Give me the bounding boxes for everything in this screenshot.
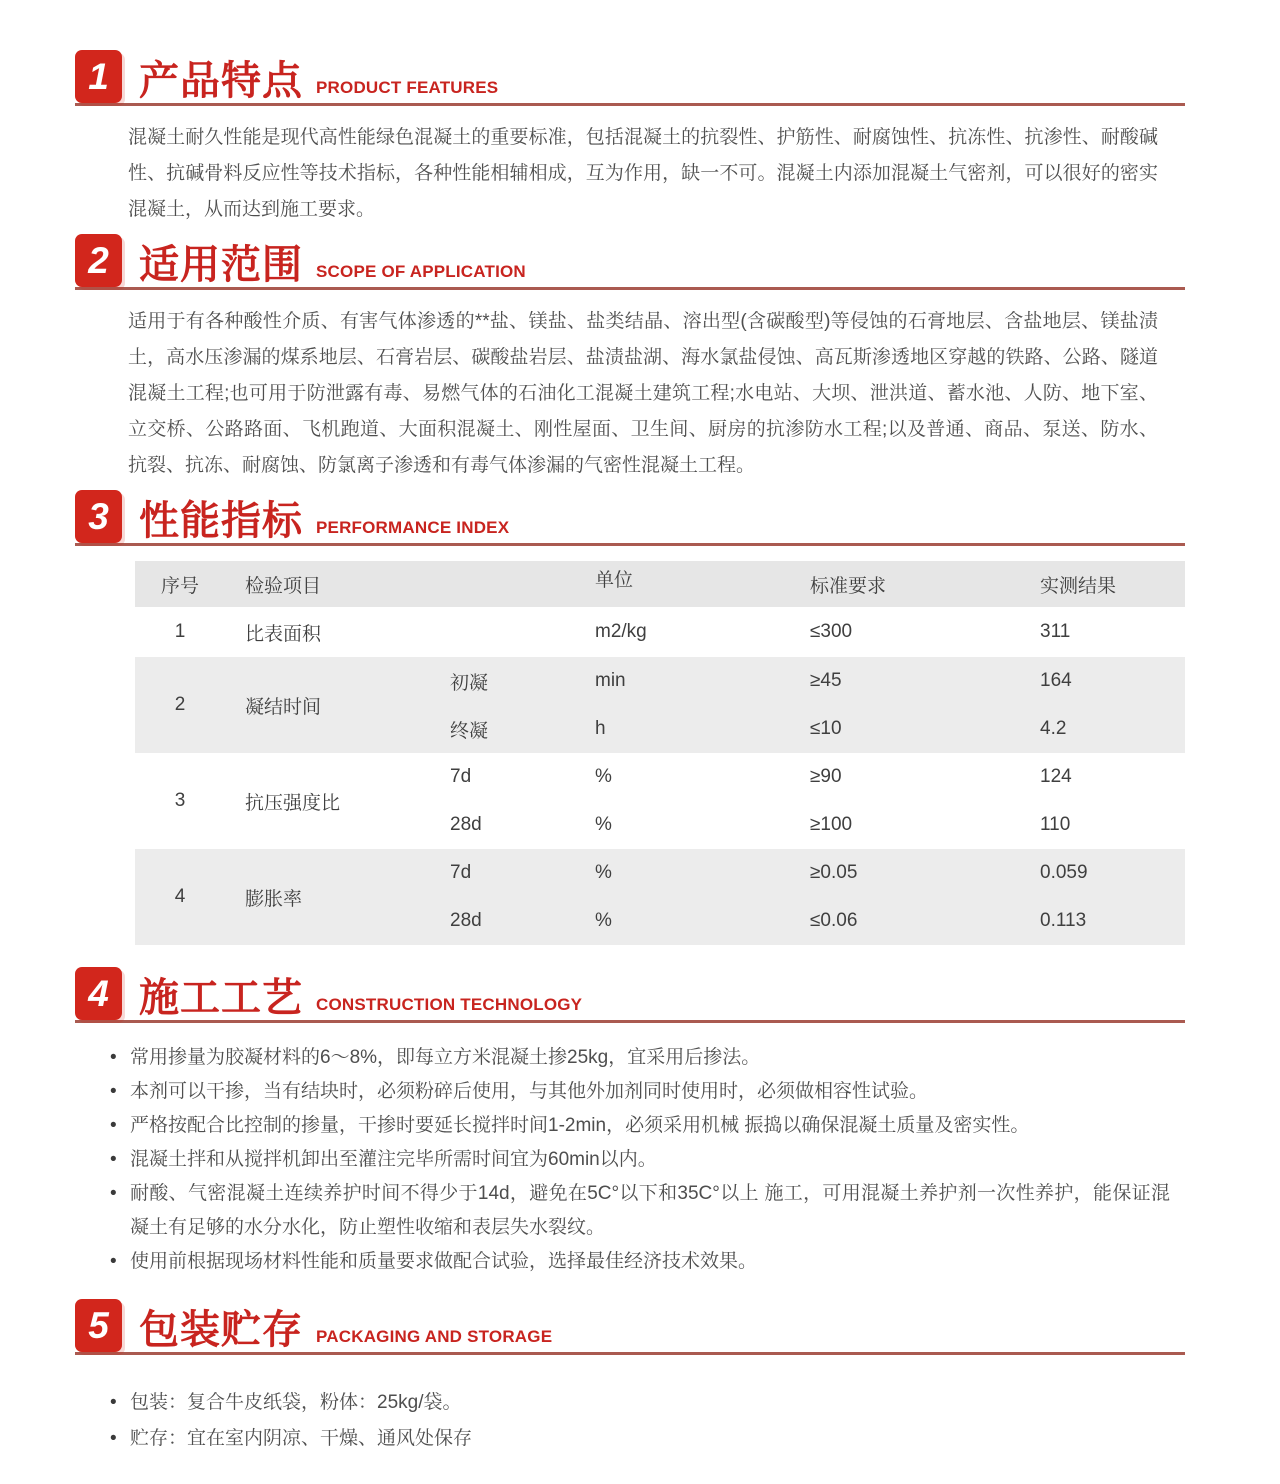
- cell-unit: h: [595, 718, 606, 739]
- cell-standard: ≤0.06: [810, 910, 858, 931]
- construction-bullet-list: [110, 1041, 1170, 1279]
- section-2-title-en: SCOPE OF APPLICATION: [316, 262, 526, 281]
- cell-no: 4: [135, 849, 225, 945]
- section-number: 4: [88, 972, 109, 1014]
- cell-sub: 初凝: [450, 672, 489, 694]
- section-1-title-en: PRODUCT FEATURES: [316, 78, 499, 97]
- cell-no: 2: [135, 657, 225, 753]
- cell-standard: ≥45: [810, 670, 842, 691]
- section-1-header: [75, 50, 1185, 106]
- cell-item: 抗压强度比: [225, 753, 420, 849]
- cell-item: 膨胀率: [225, 849, 420, 945]
- cell-result: 0.113: [1040, 910, 1087, 931]
- section-2-number-badge: [75, 234, 122, 287]
- section-2-header: [75, 234, 1185, 290]
- section-1-number-badge: [75, 50, 122, 103]
- cell-unit: %: [595, 862, 612, 883]
- section-product-features: [75, 50, 1185, 228]
- scope-paragraph: 适用于有各种酸性介质、有害气体渗透的**盐、镁盐、盐类结晶、溶出型(含碳酸型)等侵蚀的石膏地层、含盐地层、镁盐渍土，高水压渗漏的煤系地层、石膏岩层、碳酸盐岩层、盐渍盐湖、海水氯盐侵蚀、高瓦斯渗透地区穿越的铁路、公路、隧道混凝土工程;也可用于防泄露有毒、易燃气体的石油化工混凝土建筑工程;水电站、大坝、泄洪道、蓄水池、人防、地下室、立交桥、公路路面、飞机跑道、大面积混凝土、刚性屋面、卫生间、厨房的抗渗防水工程;以及普通、商品、泵送、防水、抗裂、抗冻、耐腐蚀、防氯离子渗透和有毒气体渗漏的气密性混凝土工程。: [128, 311, 1158, 476]
- col-header-result: 实测结果: [1040, 575, 1117, 597]
- table-row: [135, 753, 1185, 801]
- list-item: • 混凝土拌和从搅拌机卸出至灌注完毕所需时间宜为60min以内。: [110, 1143, 1170, 1177]
- table-row: [135, 607, 1185, 657]
- cell-item: 凝结时间: [225, 657, 420, 753]
- list-item: • 贮存：宜在室内阴凉、干燥、通风处保存: [110, 1421, 1170, 1457]
- cell-result: 4.2: [1040, 718, 1067, 739]
- list-item: • 使用前根据现场材料性能和质量要求做配合试验，选择最佳经济技术效果。: [110, 1245, 1170, 1279]
- col-header-sub: [420, 561, 560, 607]
- section-4-title-zh: 施工工艺: [139, 976, 303, 1020]
- cell-result: 124: [1040, 766, 1072, 787]
- table-row: [135, 657, 1185, 705]
- list-item: • 常用掺量为胶凝材料的6～8%，即每立方米混凝土掺25kg，宜采用后掺法。: [110, 1041, 1170, 1075]
- cell-sub: 28d: [450, 910, 482, 931]
- col-header-no: 序号: [160, 575, 199, 597]
- section-4-header: [75, 967, 1185, 1023]
- cell-standard: ≤10: [810, 718, 842, 739]
- cell-sub: [420, 607, 560, 657]
- cell-sub: 终凝: [450, 720, 489, 742]
- table-row: [135, 849, 1185, 897]
- section-number: 3: [88, 495, 109, 537]
- product-features-paragraph: 混凝土耐久性能是现代高性能绿色混凝土的重要标准，包括混凝土的抗裂性、护筋性、耐腐蚀性、抗冻性、抗渗性、耐酸碱性、抗碱骨料反应性等技术指标，各种性能相辅相成，互为作用，缺一不可。混凝土内添加混凝土气密剂，可以很好的密实混凝土，从而达到施工要求。: [128, 127, 1158, 220]
- section-construction-technology: [75, 967, 1185, 1279]
- section-scope-of-application: [75, 234, 1185, 484]
- cell-result: 311: [1040, 621, 1071, 642]
- cell-standard: ≥100: [810, 814, 853, 835]
- cell-item: 比表面积: [245, 623, 322, 645]
- cell-standard: ≥90: [810, 766, 842, 787]
- section-5-title-zh: 包装贮存: [139, 1308, 303, 1352]
- cell-unit: m2/kg: [595, 621, 647, 642]
- cell-result: 110: [1040, 814, 1071, 835]
- section-number: 5: [88, 1304, 109, 1346]
- section-3-title-zh: 性能指标: [139, 499, 303, 543]
- cell-result: 0.059: [1040, 862, 1088, 883]
- col-header-unit: 单位: [595, 569, 634, 591]
- table-header-row: [135, 561, 1185, 607]
- section-5-header: [75, 1299, 1185, 1355]
- cell-sub: 7d: [450, 862, 472, 883]
- section-packaging-storage: [75, 1299, 1185, 1457]
- cell-result: 164: [1040, 670, 1072, 691]
- section-number: 1: [88, 55, 109, 97]
- cell-standard: ≥0.05: [810, 862, 858, 883]
- section-number: 2: [88, 239, 109, 281]
- cell-sub: 28d: [450, 814, 482, 835]
- cell-unit: %: [595, 814, 612, 835]
- list-item: • 本剂可以干掺，当有结块时，必须粉碎后使用，与其他外加剂同时使用时，必须做相容性试验。: [110, 1075, 1170, 1109]
- cell-sub: 7d: [450, 766, 472, 787]
- section-4-title-en: CONSTRUCTION TECHNOLOGY: [316, 995, 583, 1014]
- cell-unit: min: [595, 670, 626, 691]
- cell-unit: %: [595, 766, 612, 787]
- cell-no: 3: [135, 753, 225, 849]
- list-item: • 包装：复合牛皮纸袋，粉体：25kg/袋。: [110, 1385, 1170, 1421]
- section-3-number-badge: [75, 490, 122, 543]
- col-header-item: 检验项目: [245, 575, 322, 597]
- col-header-standard: 标准要求: [810, 575, 887, 597]
- section-5-title-en: PACKAGING AND STORAGE: [316, 1327, 553, 1346]
- cell-unit: %: [595, 910, 612, 931]
- section-4-number-badge: [75, 967, 122, 1020]
- performance-table: [135, 561, 1185, 945]
- section-1-title-zh: 产品特点: [139, 59, 303, 103]
- list-item: • 耐酸、气密混凝土连续养护时间不得少于14d，避免在5C°以下和35C°以上 施工，可用混凝土养护剂一次性养护，能保证混凝土有足够的水分水化，防止塑性收缩和表层失水裂纹。: [110, 1177, 1170, 1245]
- section-5-number-badge: [75, 1299, 122, 1352]
- cell-standard: ≤300: [810, 621, 853, 642]
- section-performance-index: [75, 490, 1185, 945]
- section-2-title-zh: 适用范围: [139, 243, 303, 287]
- cell-no: 1: [174, 621, 186, 642]
- packaging-bullet-list: [110, 1385, 1170, 1457]
- section-3-header: [75, 490, 1185, 546]
- section-3-title-en: PERFORMANCE INDEX: [316, 518, 510, 537]
- list-item: • 严格按配合比控制的掺量，干掺时要延长搅拌时间1-2min，必须采用机械 振捣以确保混凝土质量及密实性。: [110, 1109, 1170, 1143]
